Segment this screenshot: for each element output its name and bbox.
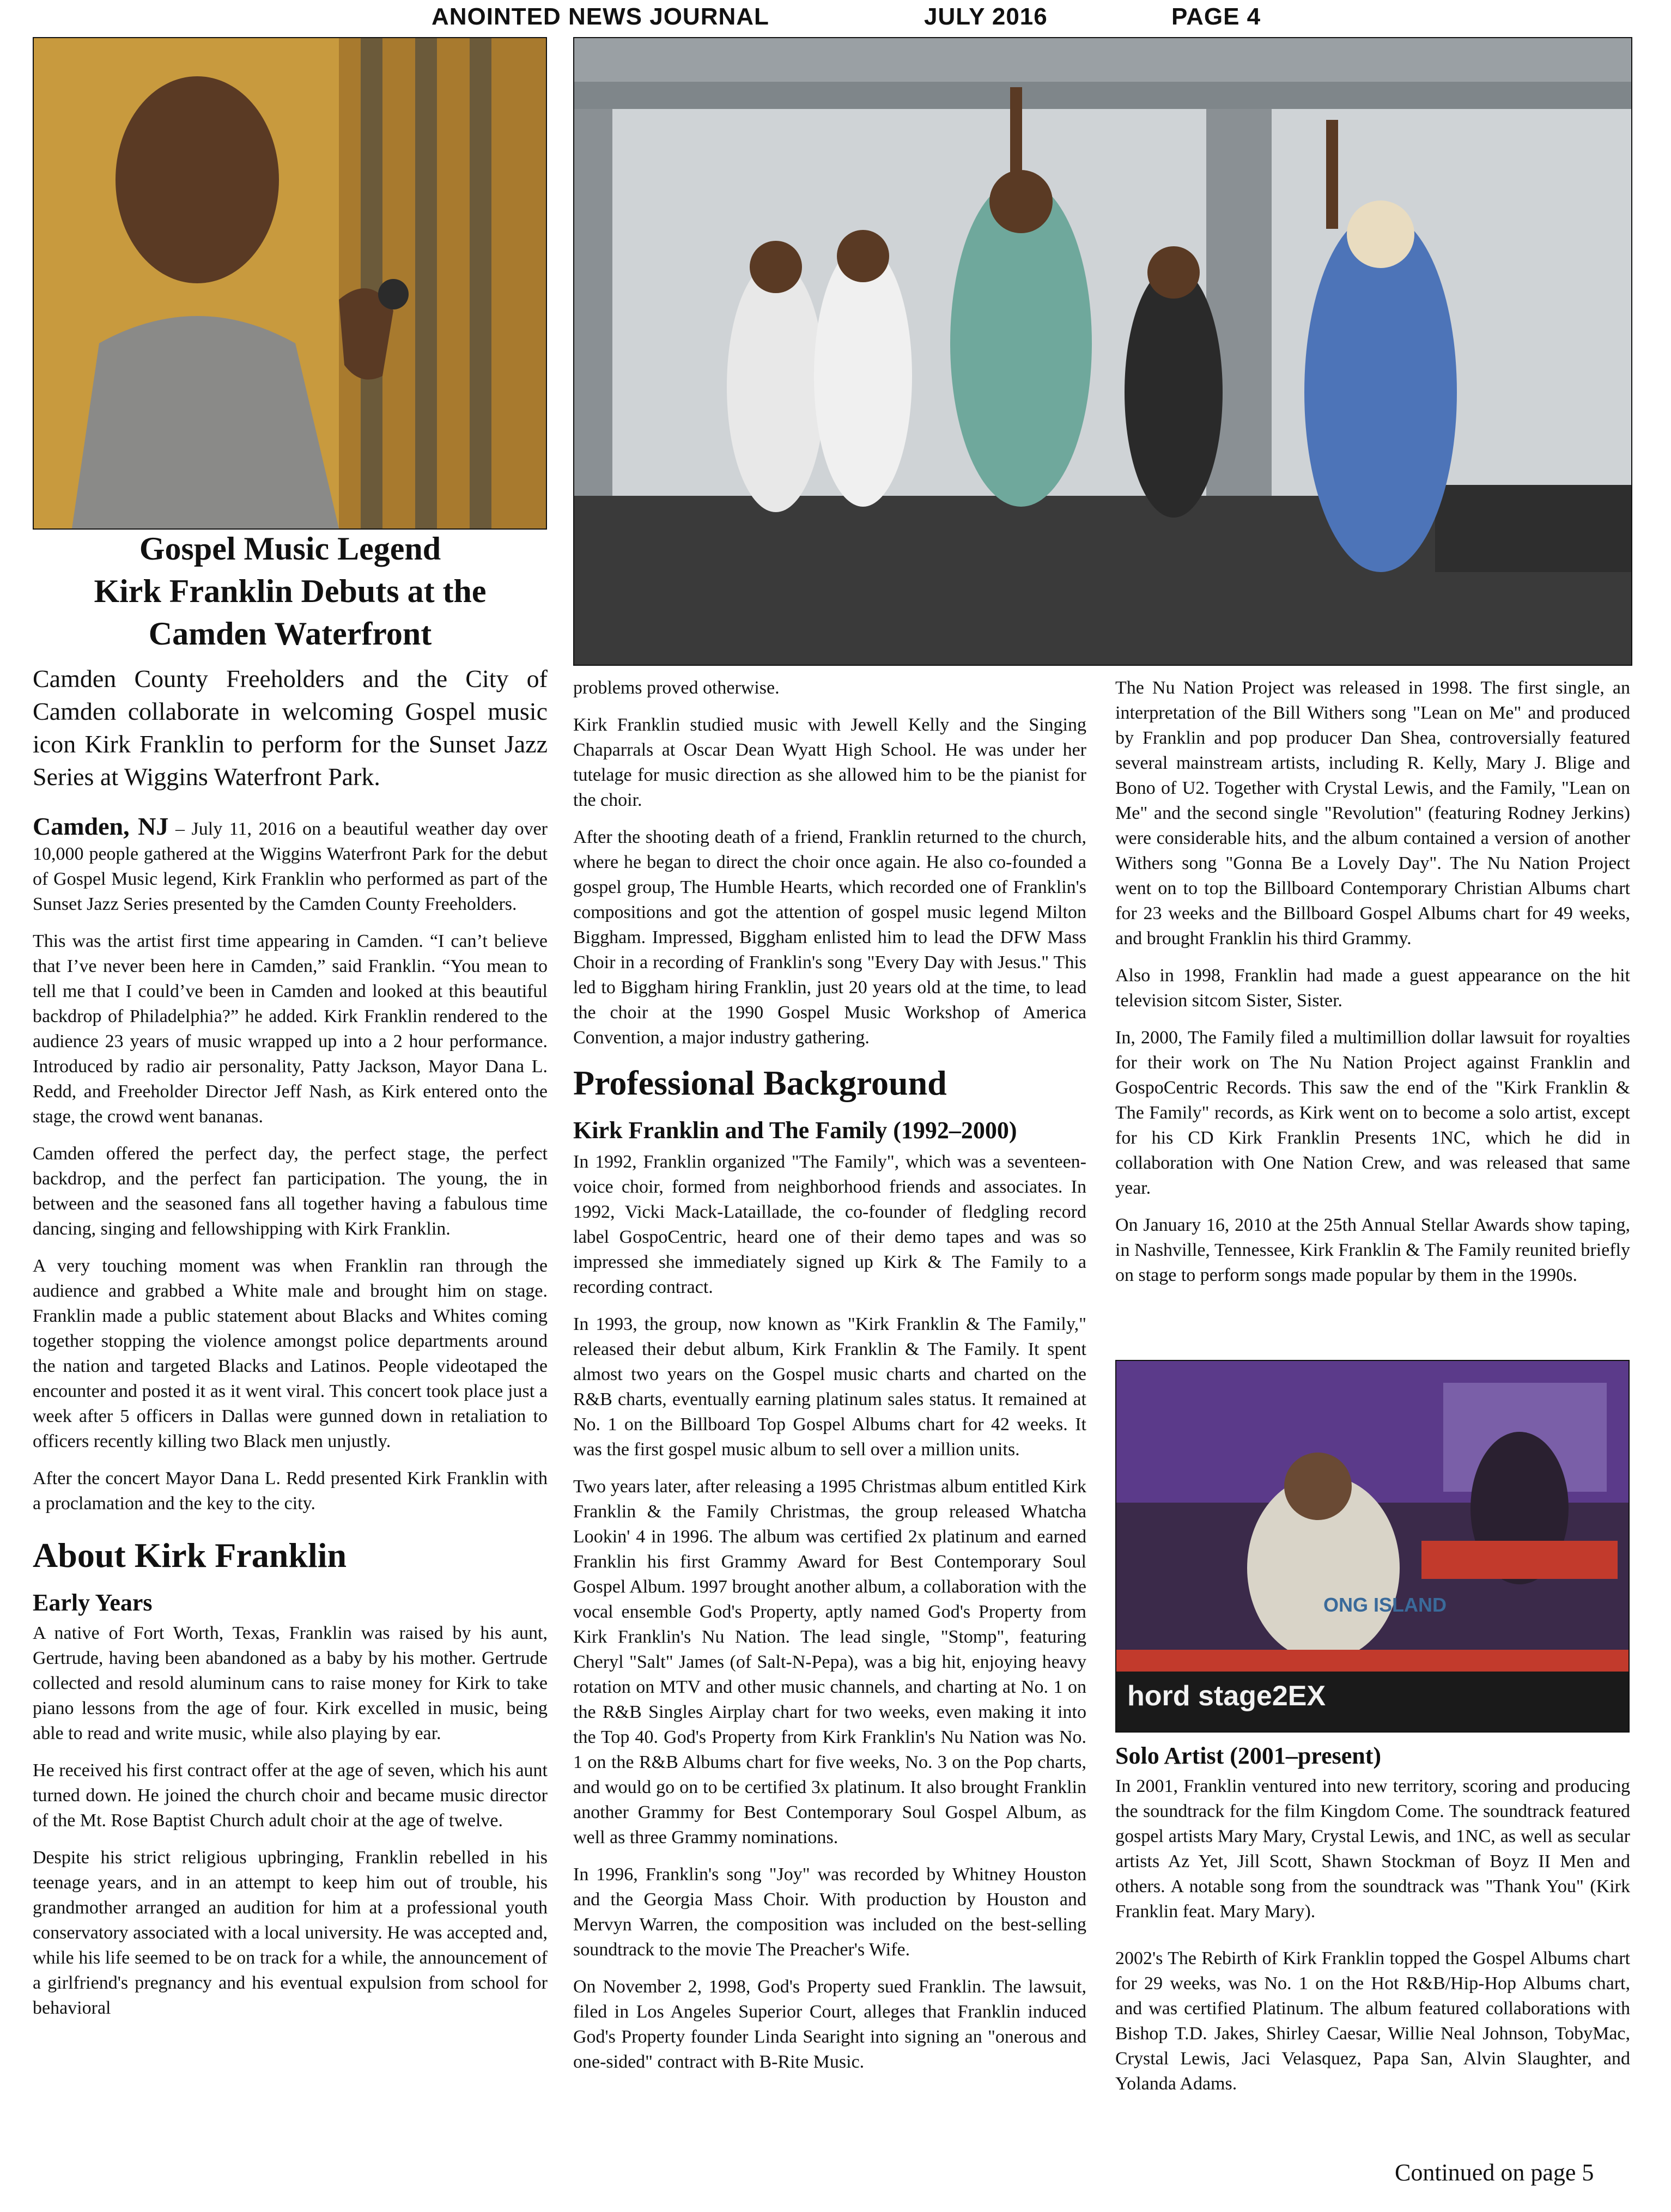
dateline-text: – July 11, 2016 on a beautiful weather day over 10,000 people gathered at the Wiggins Waterfront Park for the debut of Gospel Music legend, Kirk Franklin who performed as part of the Sunset Jazz Series presented by the Camden County Freeholders.: [33, 819, 548, 914]
column-3-lower-body: [1115, 1741, 1630, 2108]
family-heading: Kirk Franklin and The Family (1992–2000): [573, 1117, 1017, 1144]
about-heading: About Kirk Franklin: [33, 1536, 347, 1575]
keyboard-brand: hord stage2EX: [1127, 1680, 1326, 1712]
title-line-2: Kirk Franklin Debuts at the: [94, 573, 487, 609]
stage-performance-photo: [573, 37, 1632, 666]
solo-paragraph: 2002's The Rebirth of Kirk Franklin topped the Gospel Albums chart for 29 weeks, was No. 1 on the Hot R&B/Hip-Hop Albums chart, and was certified Platinum. The album featured collaborations with Bishop T.D. Jakes, Shirley Caesar, Willie Neal Johnson, TobyMac, Crystal Lewis, Jaci Velasquez, Papa San, Alvin Slaughter, and Yolanda Adams.: [1115, 1948, 1630, 2094]
col2-paragraph: After the shooting death of a friend, Franklin returned to the church, where he began to direct the choir once again. He also co-founded a gospel group, The Humble Hearts, which recorded one of Franklin's compositions and got the attention of gospel music legend Milton Biggham. Impressed, Biggham enlisted him to lead the DFW Mass Choir in a recording of Franklin's song "Every Day with Jesus." This led to Biggham hiring Franklin, just 20 years old at the time, to lead the choir at the 1990 Gospel Music Workshop of America Convention, a major industry gathering.: [573, 827, 1086, 1048]
column-1-body: [33, 814, 548, 2033]
article-title: [33, 527, 548, 655]
col1-paragraph: A very touching moment was when Franklin ran through the audience and grabbed a White male and brought him on stage. Franklin made a public statement about Blacks and Whites coming together stopping the violence amongst police departments around the nation and targeted Blacks and Latinos. People videotaped the encounter and posted it as it went viral. This concert took place just a week after 5 officers in Dallas were gunned down in retaliation to officers recently killing two Black men unjustly.: [33, 1256, 548, 1451]
col3-paragraph: On January 16, 2010 at the 25th Annual Stellar Awards show taping, in Nashville, Tennessee, Kirk Franklin & The Family reunited briefly on stage to perform songs made popular by them in the 1990s.: [1115, 1215, 1630, 1285]
col1-paragraph: After the concert Mayor Dana L. Redd presented Kirk Franklin with a proclamation and the key to the city.: [33, 1468, 548, 1514]
early-years-heading: Early Years: [33, 1589, 153, 1616]
early-paragraph: He received his first contract offer at the age of seven, which his aunt turned down. He joined the church choir and became music director of the Mt. Rose Baptist Church adult choir at the age of twelve.: [33, 1760, 548, 1831]
title-line-3: Camden Waterfront: [148, 616, 432, 652]
family-paragraph: In 1992, Franklin organized "The Family", which was a seventeen-voice choir, formed from neighborhood friends and associates. In 1992, Vicki Mack-Lataillade, the co-founder of fledgling record label GospoCentric, heard one of their demo tapes and was so impressed she immediately signed up Kirk & The Family to a recording contract.: [573, 1152, 1086, 1297]
col1-paragraph: Camden offered the perfect day, the perfect stage, the perfect backdrop, and the perfect fan participation. The young, the in between and the seasoned fans all together having a fabulous time dancing, singing and fellowshipping with Kirk Franklin.: [33, 1144, 548, 1239]
family-paragraph: In 1993, the group, now known as "Kirk Franklin & The Family," released their debut album, Kirk Franklin & The Family. It spent almost two years on the Gospel music charts and charted on the R&B charts, eventually earning platinum sales status. It remained at No. 1 on the Billboard Top Gospel Albums chart for 42 weeks. It was the first gospel music album to sell over a million units.: [573, 1314, 1086, 1460]
col3-paragraph: In, 2000, The Family filed a multimillion dollar lawsuit for royalties for their work on The Nu Nation Project against Franklin and GospoCentric Records. This saw the end of the "Kirk Franklin & The Family" records, as Kirk went on to become a solo artist, except for his CD Kirk Franklin Presents 1NC, which he did in collaboration with One Nation Crew, and was released that same year.: [1115, 1028, 1630, 1198]
article-deck: Camden County Freeholders and the City of Camden collaborate in welcoming Gospel music icon Kirk Franklin to perform for the Sunset Jazz Series at Wiggins Waterfront Park.: [33, 665, 548, 791]
col2-paragraph: Kirk Franklin studied music with Jewell Kelly and the Singing Chaparrals at Oscar Dean Wyatt High School. He was under her tutelage for music direction as she allowed him to be the pianist for the choir.: [573, 715, 1086, 810]
issue-date: JULY 2016: [924, 3, 1048, 30]
col3-paragraph: Also in 1998, Franklin had made a guest appearance on the hit television sitcom Sister, Sister.: [1115, 965, 1630, 1011]
early-paragraph: Despite his strict religious upbringing, Franklin rebelled in his teenage years, and in an attempt to keep him out of trouble, his grandmother arranged an audition for him at a professional youth conservatory associated with a local university. He was accepted and, while his life seemed to be on track for a while, the announcement of a girlfriend's pregnancy and his eventual expulsion from school for behavioral: [33, 1848, 548, 2018]
continued-note: Continued on page 5: [1395, 2159, 1594, 2186]
dateline-place: Camden, NJ: [33, 812, 169, 840]
professional-background-heading: Professional Background: [573, 1064, 947, 1102]
portrait-photo: [33, 37, 547, 530]
col3-paragraph: The Nu Nation Project was released in 1998. The first single, an interpretation of the Bill Withers song "Lean on Me" and produced by Franklin and pop producer Dan Shea, controversially featured several mainstream artists, including R. Kelly, Mary J. Blige and Bono of U2. Together with Crystal Lewis, and the Family, "Lean on Me" and the second single "Revolution" (featuring Rodney Jerkins) were considerable hits, and the album contained a version of another Withers song "Gonna Be a Lovely Day". The Nu Nation Project went on to top the Billboard Contemporary Christian Albums chart for 23 weeks and the Billboard Gospel Albums chart for 49 weeks, and brought Franklin his third Grammy.: [1115, 678, 1630, 949]
solo-paragraph: In 2001, Franklin ventured into new territory, scoring and producing the soundtrack for the film Kingdom Come. The soundtrack featured gospel artists Mary Mary, Crystal Lewis, and 1NC, as well as secular artists Az Yet, Jill Scott, Shawn Stockman of Boyz II Men and others. A notable song from the soundtrack was "Thank You" (Kirk Franklin feat. Mary Mary).: [1115, 1776, 1630, 1922]
family-paragraph: Two years later, after releasing a 1995 Christmas album entitled Kirk Franklin & the Family Christmas, the group released Whatcha Lookin' 4 in 1996. The album was certified 2x platinum and earned Franklin his first Grammy Award for Best Contemporary Soul Gospel Album. 1997 brought another album, a collaboration with the vocal ensemble God's Property, aptly named God's Property from Kirk Franklin's Nu Nation. The lead single, "Stomp", featuring Cheryl "Salt" James (of Salt-N-Pepa), was a big hit, enjoying heavy rotation on MTV and other music channels, and charting at No. 1 on the R&B Singles Airplay chart for two weeks, even making it into the Top 40. God's Property from Kirk Franklin's Nu Nation was No. 1 on the R&B Albums chart for five weeks, No. 3 on the Pop charts, and would go on to be certified 3x platinum. It also brought Franklin another Grammy for Best Contemporary Soul Gospel Album, as well as three Grammy nominations.: [573, 1476, 1086, 1848]
family-paragraph: In 1996, Franklin's song "Joy" was recorded by Whitney Houston and the Georgia Mass Choir. With production by Houston and Mervyn Warren, the composition was included on the best-selling soundtrack to the movie The Preacher's Wife.: [573, 1864, 1086, 1960]
col1-paragraph: This was the artist first time appearing in Camden. “I can’t believe that I’ve never been here in Camden,” said Franklin. “You mean to tell me that I could’ve been in Camden and looked at this beautiful backdrop of Philadelphia?” he added. Kirk Franklin rendered to the audience 23 years of music wrapped up into a 2 hour performance. Introduced by radio air personality, Patty Jackson, Mayor Dana L. Redd, and Freeholder Director Jeff Nash, as Kirk entered onto the stage, the crowd went bananas.: [33, 931, 548, 1127]
dateline-paragraph: [33, 814, 548, 917]
publication-name: ANOINTED NEWS JOURNAL: [432, 3, 769, 30]
col2-paragraph: problems proved otherwise.: [573, 678, 780, 698]
column-2-body: [573, 676, 1086, 2087]
shirt-text: ONG ISLAND: [1323, 1594, 1447, 1616]
title-line-1: Gospel Music Legend: [139, 531, 441, 567]
page-number: PAGE 4: [1171, 3, 1261, 30]
family-paragraph: On November 2, 1998, God's Property sued Franklin. The lawsuit, filed in Los Angeles Superior Court, alleges that Franklin induced God's Property founder Linda Searight into signing an "onerous and one-sided" contract with B-Rite Music.: [573, 1977, 1086, 2072]
early-paragraph: A native of Fort Worth, Texas, Franklin was raised by his aunt, Gertrude, having been abandoned as a baby by his mother. Gertrude collected and resold aluminum cans to raise money for Kirk to take piano lessons from the age of four. Kirk excelled in music, being able to read and write music, while also playing by ear.: [33, 1623, 548, 1743]
piano-performance-photo: [1115, 1360, 1630, 1733]
column-3-body: [1115, 676, 1630, 1300]
solo-artist-heading: Solo Artist (2001–present): [1115, 1742, 1382, 1769]
